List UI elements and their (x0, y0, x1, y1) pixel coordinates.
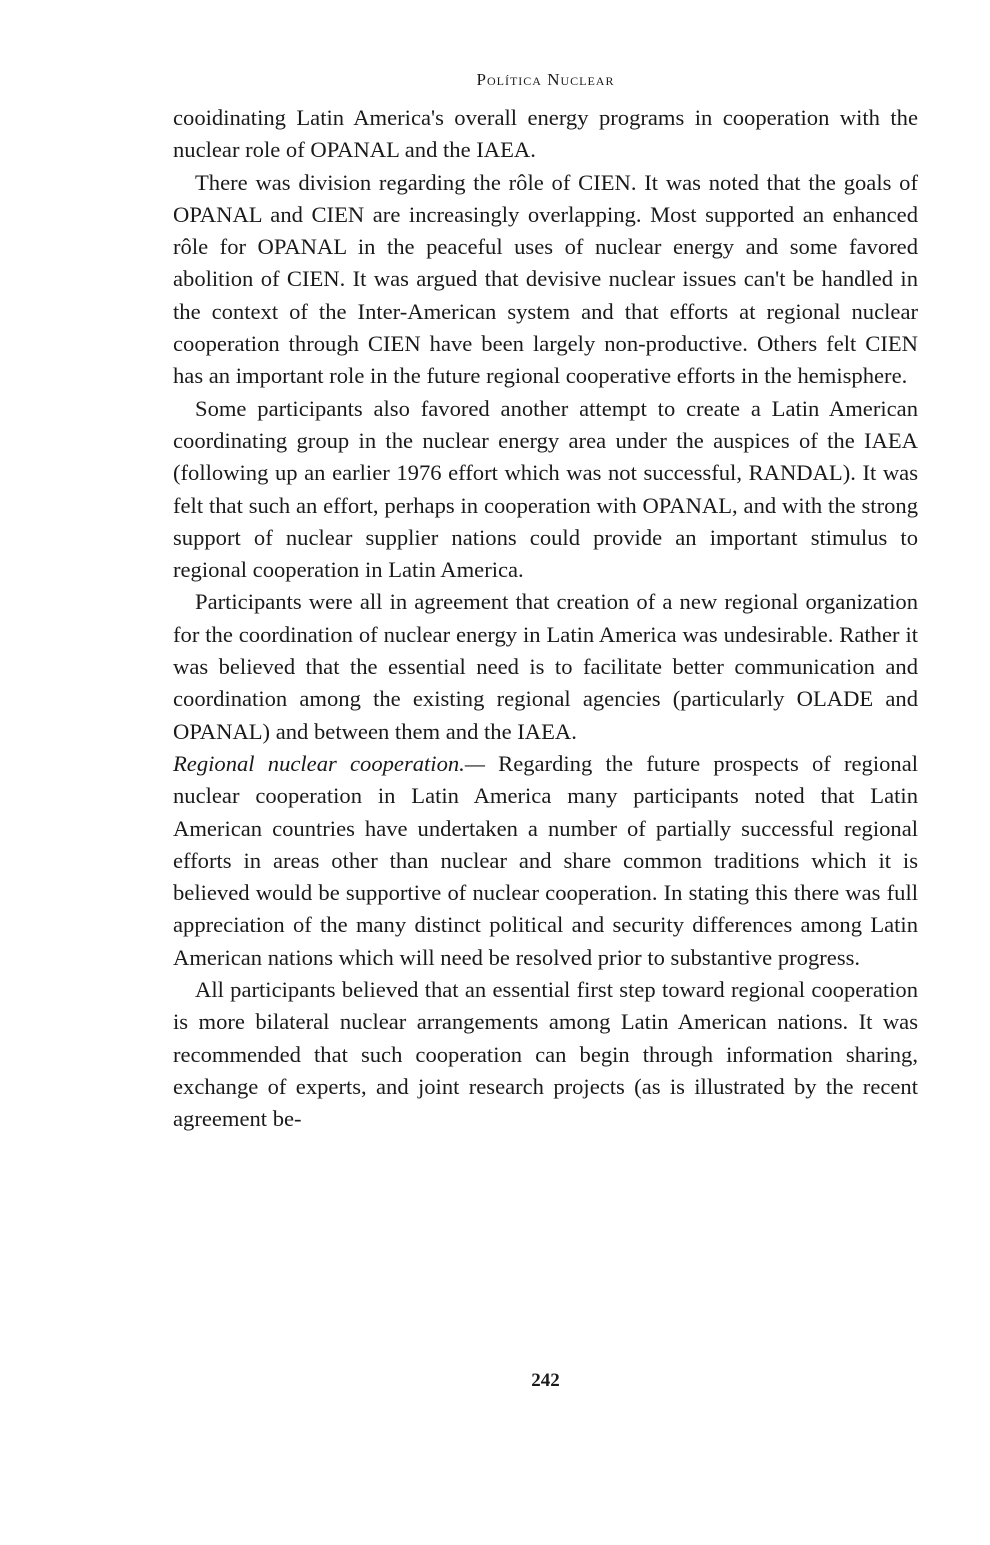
body-text (173, 102, 918, 1136)
paragraph-2: There was division regarding the rôle of CIEN. It was noted that the goals of OPANAL and CIEN are increasingly overlapping. Most supported an enhanced rôle for OPANAL in the peaceful uses of nuclear energy and some favored abolition of CIEN. It was argued that devisive nuclear issues can't be handled in the context of the Inter-American system and that efforts at regional nuclear cooperation through CIEN have been largely non-productive. Others felt CIEN has an important role in the future regional cooperative efforts in the hemisphere. (173, 169, 918, 389)
paragraph-4: Participants were all in agreement that creation of a new regional organization for the coordination of nuclear energy in Latin America was undesirable. Rather it was believed that the essential need is to facilitate better communication and coordination among the existing regional agencies (particularly OLADE and OPANAL) and between them and the IAEA. (173, 589, 918, 744)
running-head: Política Nuclear (476, 70, 615, 89)
section-heading: Regional nuclear cooperation.— (173, 750, 485, 776)
paragraph-5-text: Regarding the future prospects of regional nuclear cooperation in Latin America many participants noted that Latin American countries have undertaken a number of partially successful regional efforts in areas other than nuclear and share common traditions which it is believed would be supportive of nuclear cooperation. In stating this there was full appreciation of the many distinct political and security differences among Latin American nations which will need be resolved prior to substantive progress. (173, 750, 918, 970)
page-number: 242 (531, 1370, 560, 1391)
paragraph-3: Some participants also favored another attempt to create a Latin American coordinating group in the nuclear energy area under the auspices of the IAEA (following up an earlier 1976 effort which was not successful, RANDAL). It was felt that such an effort, perhaps in cooperation with OPANAL, and with the strong support of nuclear supplier nations could provide an important stimulus to regional cooperation in Latin America. (173, 395, 918, 583)
paragraph-5 (173, 748, 918, 974)
paragraph-6: All participants believed that an essential first step toward regional cooperation is more bilateral nuclear arrangements among Latin American nations. It was recommended that such cooperation can begin through information sharing, exchange of experts, and joint research projects (as is illustrated by the recent agreement be- (173, 977, 918, 1132)
paragraph-1: cooidinating Latin America's overall energy programs in cooperation with the nuclear role of OPANAL and the IAEA. (173, 105, 918, 163)
